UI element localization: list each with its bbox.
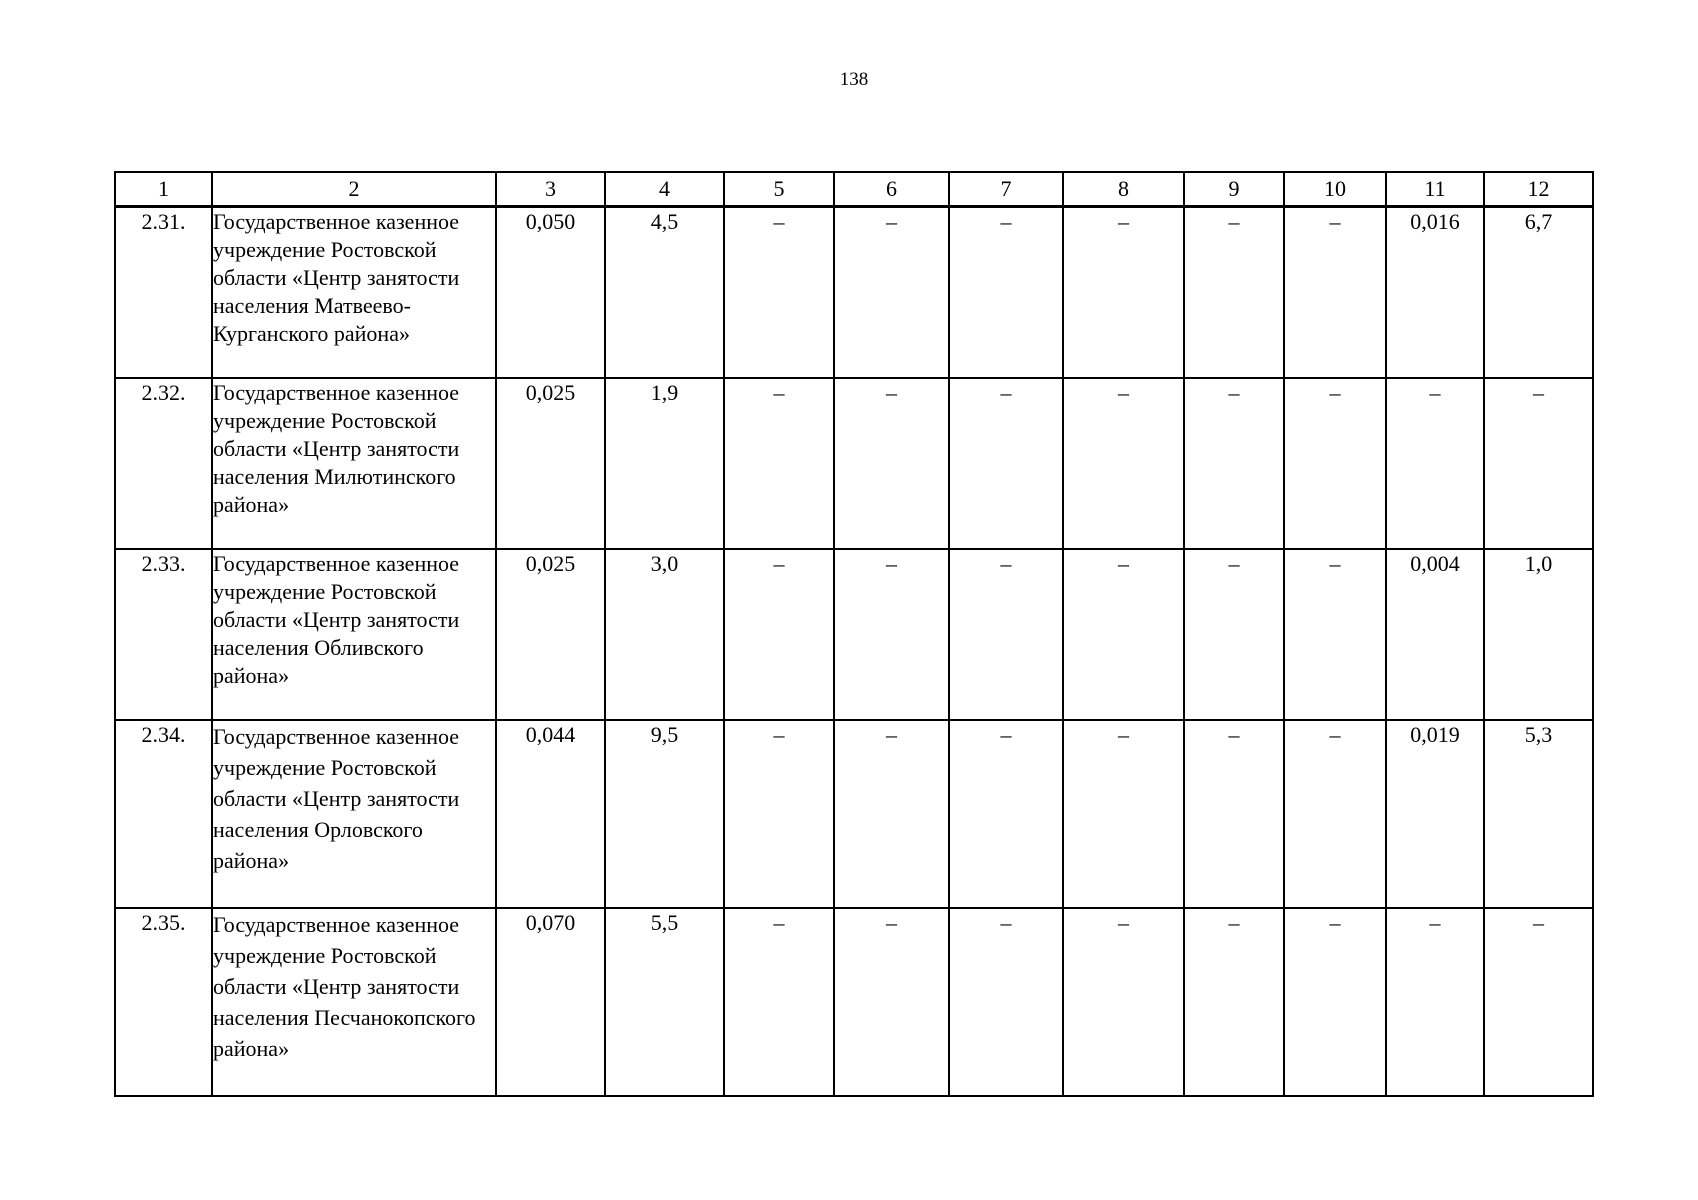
table-row xyxy=(115,549,1593,720)
table-cell: – xyxy=(834,720,949,908)
organization-name: Государственное казенное учреждение Ростовской области «Центр занятости населения Обливского района» xyxy=(212,549,496,720)
row-number: 2.32. xyxy=(115,378,212,549)
table-cell: 0,019 xyxy=(1386,720,1484,908)
column-header: 7 xyxy=(949,172,1063,207)
table-cell: – xyxy=(1184,378,1284,549)
column-header: 2 xyxy=(212,172,496,207)
table-row xyxy=(115,720,1593,908)
organization-name: Государственное казенное учреждение Ростовской области «Центр занятости населения Милютинского района» xyxy=(212,378,496,549)
column-header: 3 xyxy=(496,172,605,207)
page-number: 138 xyxy=(839,69,869,90)
table-cell: 4,5 xyxy=(605,207,724,379)
table-cell: – xyxy=(1386,908,1484,1096)
table-cell: – xyxy=(1484,378,1593,549)
table-cell: – xyxy=(724,720,834,908)
column-header: 4 xyxy=(605,172,724,207)
data-table xyxy=(114,171,1594,1097)
table-cell: 0,025 xyxy=(496,378,605,549)
table-cell: – xyxy=(834,378,949,549)
table-cell: – xyxy=(1284,549,1386,720)
column-header: 5 xyxy=(724,172,834,207)
table-cell: – xyxy=(834,908,949,1096)
table-cell: 0,004 xyxy=(1386,549,1484,720)
table-cell: – xyxy=(724,908,834,1096)
table-row xyxy=(115,908,1593,1096)
table-cell: – xyxy=(1284,908,1386,1096)
organization-name: Государственное казенное учреждение Ростовской области «Центр занятости населения Матвеево-Курганского района» xyxy=(212,207,496,379)
table-cell: 0,016 xyxy=(1386,207,1484,379)
table-cell: – xyxy=(949,549,1063,720)
table-cell: – xyxy=(1063,207,1184,379)
table-cell: 0,025 xyxy=(496,549,605,720)
table-cell: – xyxy=(834,549,949,720)
table-cell: – xyxy=(1063,720,1184,908)
table-cell: 3,0 xyxy=(605,549,724,720)
table-cell: – xyxy=(1284,207,1386,379)
organization-name: Государственное казенное учреждение Ростовской области «Центр занятости населения Орловского района» xyxy=(212,720,496,908)
table-cell: – xyxy=(1284,378,1386,549)
column-header: 8 xyxy=(1063,172,1184,207)
table-cell: – xyxy=(1184,908,1284,1096)
table-cell: 6,7 xyxy=(1484,207,1593,379)
column-header: 12 xyxy=(1484,172,1593,207)
table-row xyxy=(115,207,1593,379)
row-number: 2.34. xyxy=(115,720,212,908)
column-header: 11 xyxy=(1386,172,1484,207)
table-cell: – xyxy=(1184,720,1284,908)
table-cell: – xyxy=(949,720,1063,908)
table-row xyxy=(115,378,1593,549)
table-cell: – xyxy=(724,549,834,720)
table-cell: 1,0 xyxy=(1484,549,1593,720)
table-header-row xyxy=(115,172,1593,207)
table-cell: 9,5 xyxy=(605,720,724,908)
row-number: 2.31. xyxy=(115,207,212,379)
organization-name: Государственное казенное учреждение Ростовской области «Центр занятости населения Песчанокопского района» xyxy=(212,908,496,1096)
column-header: 10 xyxy=(1284,172,1386,207)
table-cell: 5,3 xyxy=(1484,720,1593,908)
table-cell: – xyxy=(1386,378,1484,549)
table-cell: – xyxy=(1184,549,1284,720)
table-cell: – xyxy=(949,908,1063,1096)
table-cell: 1,9 xyxy=(605,378,724,549)
table-cell: – xyxy=(1063,549,1184,720)
table-cell: – xyxy=(949,207,1063,379)
column-header: 6 xyxy=(834,172,949,207)
table-cell: – xyxy=(834,207,949,379)
table-cell: – xyxy=(1063,378,1184,549)
table-cell: 0,044 xyxy=(496,720,605,908)
row-number: 2.33. xyxy=(115,549,212,720)
table-cell: – xyxy=(1184,207,1284,379)
table-cell: – xyxy=(949,378,1063,549)
table-cell: 5,5 xyxy=(605,908,724,1096)
table-cell: 0,050 xyxy=(496,207,605,379)
table-cell: – xyxy=(1284,720,1386,908)
table-cell: – xyxy=(1484,908,1593,1096)
table-cell: 0,070 xyxy=(496,908,605,1096)
column-header: 1 xyxy=(115,172,212,207)
row-number: 2.35. xyxy=(115,908,212,1096)
column-header: 9 xyxy=(1184,172,1284,207)
table-cell: – xyxy=(724,378,834,549)
table-cell: – xyxy=(724,207,834,379)
table-cell: – xyxy=(1063,908,1184,1096)
